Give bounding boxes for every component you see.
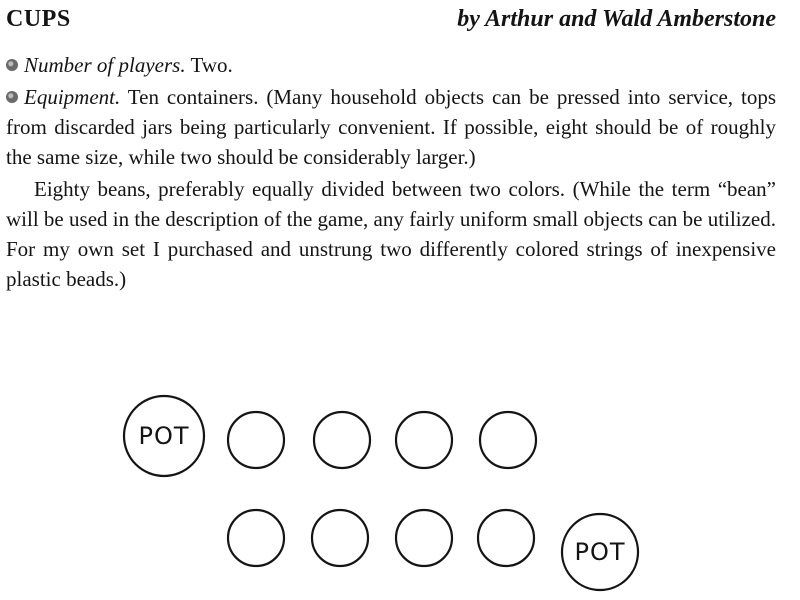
players-paragraph [6, 50, 776, 80]
pot-right-label: POT [574, 538, 626, 566]
beans-paragraph [6, 174, 776, 294]
equipment-paragraph [6, 82, 776, 172]
cup-bottom-1 [228, 510, 284, 566]
board-diagram [0, 380, 800, 600]
players-label: Number of players. [24, 53, 186, 77]
cup-bottom-2 [312, 510, 368, 566]
pot-left-label: POT [138, 422, 190, 450]
cup-bottom-3 [396, 510, 452, 566]
board-diagram-svg [0, 380, 800, 600]
bullet-icon [6, 59, 18, 71]
cup-top-3 [396, 412, 452, 468]
bullet-icon [6, 91, 18, 103]
cup-bottom-4 [478, 510, 534, 566]
cup-top-4 [480, 412, 536, 468]
equipment-label: Equipment. [24, 85, 121, 109]
game-title: CUPS [6, 6, 71, 32]
cup-top-2 [314, 412, 370, 468]
players-value: Two. [190, 53, 233, 77]
equipment-text: Ten containers. (Many household objects can be pressed into service, tops from discarded jars being particularly convenient. If possible, eight should be of roughly the same size, while two should be considerably larger.) [6, 85, 776, 169]
header [6, 6, 776, 38]
byline: by Arthur and Wald Amberstone [457, 6, 776, 32]
beans-text: Eighty beans, preferably equally divided between two colors. (While the term “bean” will be used in the description of the game, any fairly uniform small objects can be utilized. For my own set I purchased and unstrung two differently colored strings of inexpensive plastic beads.) [6, 177, 776, 291]
rules-text [6, 50, 776, 294]
cup-top-1 [228, 412, 284, 468]
